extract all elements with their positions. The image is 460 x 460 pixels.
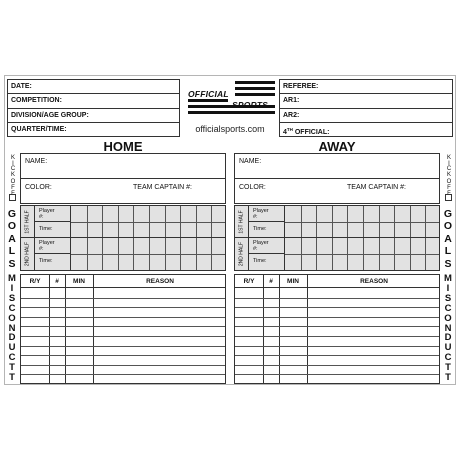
header — [5, 79, 457, 137]
misconduct-row-divider — [235, 346, 439, 347]
home-name-field[interactable]: NAME: — [21, 154, 225, 179]
misconduct-row-divider — [235, 326, 439, 327]
logo-word-official: OFFICIAL — [188, 89, 229, 99]
division-field[interactable]: DIVISION/AGE GROUP: — [8, 109, 179, 123]
kick-off-label-away: K I C K O F — [446, 155, 452, 191]
away-captain-field[interactable]: TEAM CAPTAIN #: — [347, 184, 406, 191]
home-second-half-cells[interactable] — [71, 238, 225, 270]
misconduct-label-away: M I S C O N D U C T T — [444, 273, 452, 384]
competition-field[interactable]: COMPETITION: — [8, 94, 179, 108]
goal-row-divider — [285, 222, 439, 223]
goal-row-divider — [71, 254, 225, 255]
quarter-time-field[interactable]: QUARTER/TIME: — [11, 125, 67, 133]
scorecard — [4, 75, 456, 385]
referee-field[interactable]: REFEREE: — [280, 80, 452, 94]
kick-off-checkbox-away[interactable] — [445, 194, 452, 201]
misconduct-row-divider — [21, 346, 225, 347]
date-field[interactable]: DATE: — [8, 80, 179, 94]
misconduct-row-divider — [21, 326, 225, 327]
misconduct-row-divider — [235, 365, 439, 366]
away-misconduct-table — [234, 274, 440, 384]
home-team-info — [20, 153, 226, 204]
kick-off-checkbox-home[interactable] — [9, 194, 16, 201]
officials-fields — [279, 79, 453, 137]
fourth-official-num: 4 — [283, 128, 287, 136]
home-captain-field[interactable]: TEAM CAPTAIN #: — [133, 184, 192, 191]
home-title: HOME — [103, 139, 143, 154]
fourth-official-sup: TH — [286, 126, 293, 132]
misconduct-row-divider — [235, 298, 439, 299]
misconduct-row-divider — [21, 374, 225, 375]
misconduct-row-divider — [21, 307, 225, 308]
misconduct-row-divider — [235, 307, 439, 308]
away-first-half-cells[interactable] — [285, 206, 439, 237]
misconduct-row-divider — [235, 317, 439, 318]
away-color-field[interactable]: COLOR: TEAM CAPTAIN #: — [235, 179, 439, 204]
misconduct-header: R/Y # MIN REASON — [21, 275, 225, 288]
away-goals-grid — [234, 205, 440, 271]
home-goals-grid — [20, 205, 226, 271]
home-color-field[interactable]: COLOR: TEAM CAPTAIN #: — [21, 179, 225, 204]
fourth-official-field[interactable] — [280, 123, 452, 137]
misconduct-row-divider — [21, 336, 225, 337]
away-second-half: 2ND HALF Player #: Time: — [235, 238, 439, 270]
misconduct-row-divider — [235, 374, 439, 375]
misconduct-row-divider — [235, 355, 439, 356]
logo-url: officialsports.com — [195, 124, 265, 134]
home-second-half: 2ND HALF Player #: Time: — [21, 238, 225, 270]
goal-row-divider — [285, 254, 439, 255]
kick-off-label-home: K I C K O F — [10, 155, 16, 191]
away-title: AWAY — [318, 139, 356, 154]
away-team-info — [234, 153, 440, 204]
misconduct-row-divider — [21, 317, 225, 318]
match-info-fields — [7, 79, 180, 137]
home-misconduct-table — [20, 274, 226, 384]
logo-word-sports: SPORTS — [232, 100, 268, 110]
official-sports-logo — [183, 79, 277, 137]
misconduct-label-home: M I S C O N D U C T T — [8, 273, 16, 384]
goal-row-divider — [71, 222, 225, 223]
misconduct-row-divider — [21, 298, 225, 299]
home-first-half: 1ST HALF Player #: Time: — [21, 206, 225, 238]
away-second-half-cells[interactable] — [285, 238, 439, 270]
goals-label-away: G O A L S — [443, 208, 453, 270]
away-first-half: 1ST HALF Player #: Time: — [235, 206, 439, 238]
misconduct-header: R/Y # MIN REASON — [235, 275, 439, 288]
misconduct-row-divider — [235, 336, 439, 337]
ar2-field[interactable]: AR2: — [280, 109, 452, 123]
misconduct-row-divider — [21, 355, 225, 356]
fourth-official-label: OFFICIAL: — [292, 128, 330, 136]
goals-label-home: G O A L S — [7, 208, 17, 270]
misconduct-row-divider — [21, 365, 225, 366]
home-first-half-cells[interactable] — [71, 206, 225, 237]
ar1-field[interactable]: AR1: — [280, 94, 452, 108]
away-name-field[interactable]: NAME: — [235, 154, 439, 179]
